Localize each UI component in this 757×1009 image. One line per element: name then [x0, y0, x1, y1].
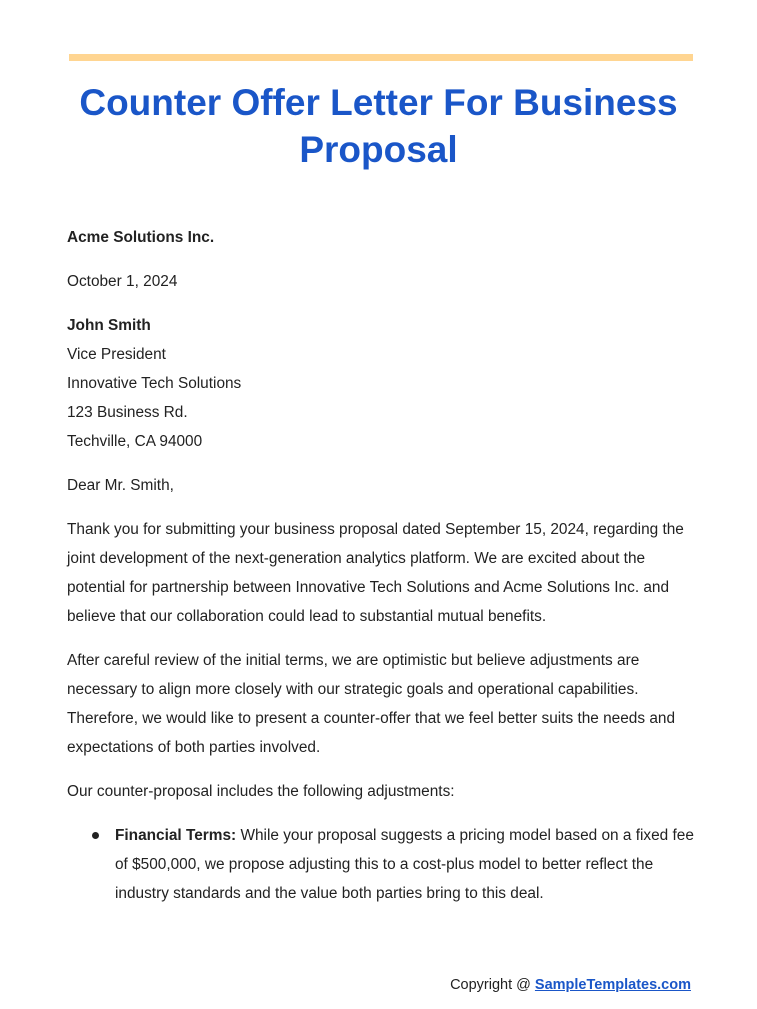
paragraph-intro: Thank you for submitting your business proposal dated September 15, 2024, regarding the joint development of the next-generation analytics platform. We are excited about the potential for partnership between Innovative Tech Solutions and Acme Solutions Inc. and believe that our collaboration could lead to substantial mutual benefits. [67, 521, 684, 625]
copyright-text: Copyright @ [450, 977, 535, 993]
footer-copyright [450, 975, 691, 995]
recipient-block [67, 311, 695, 456]
top-accent-rule [69, 54, 693, 61]
sender-company: Acme Solutions Inc. [67, 229, 215, 246]
bullet-icon [92, 832, 99, 839]
paragraph-review: After careful review of the initial terms, we are optimistic but believe adjustments are necessary to align more closely with our strategic goals and operational capabilities. Therefore, we would like to present a counter-offer that we feel better suits the needs and expectations of both parties involved. [67, 652, 675, 756]
letter-date: October 1, 2024 [67, 273, 178, 290]
adjustments-list [67, 821, 695, 908]
adjustment-term: Financial Terms: [115, 827, 237, 844]
salutation: Dear Mr. Smith, [67, 477, 174, 494]
sampletemplates-link[interactable]: SampleTemplates.com [534, 977, 691, 993]
recipient-company: Innovative Tech Solutions [67, 375, 242, 392]
recipient-title: Vice President [67, 346, 166, 363]
recipient-street: 123 Business Rd. [67, 404, 188, 421]
list-item [115, 821, 695, 908]
document-title: Counter Offer Letter For Business Proposal [79, 82, 678, 170]
adjustment-text: While your proposal suggests a pricing model based on a fixed fee of $500,000, we propose adjusting this to a cost-plus model to better reflect the industry standards and the value both parties bring to this deal. [115, 827, 694, 902]
recipient-name: John Smith [67, 317, 151, 334]
paragraph-adjustments-lead: Our counter-proposal includes the following adjustments: [67, 783, 455, 800]
letter-body [67, 223, 695, 908]
recipient-city: Techville, CA 94000 [67, 433, 203, 450]
